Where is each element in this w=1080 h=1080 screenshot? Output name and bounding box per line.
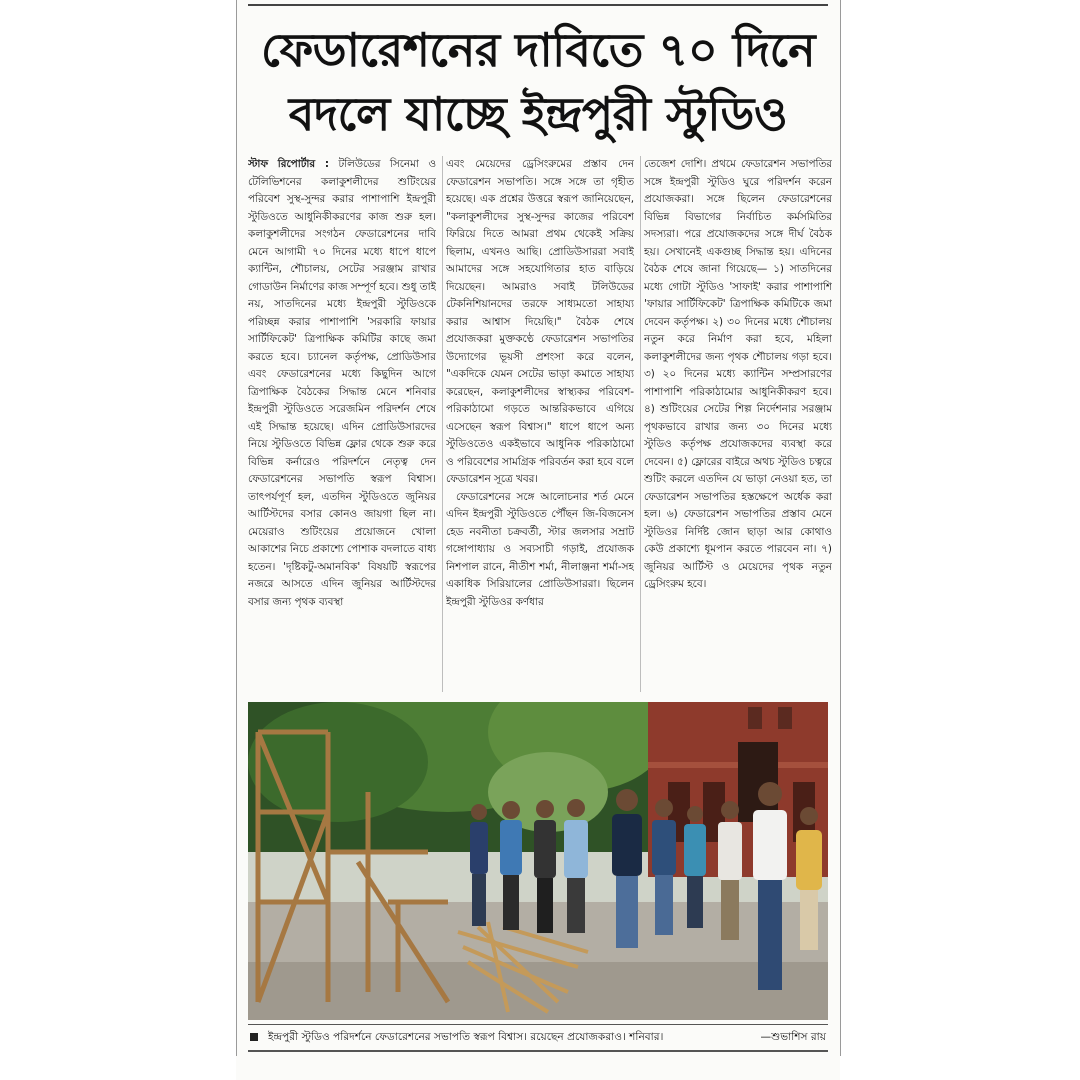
headline-line-2: বদলে যাচ্ছে ইন্দ্রপুরী স্টুডিও xyxy=(288,87,788,141)
square-bullet-icon xyxy=(250,1033,258,1041)
top-rule xyxy=(248,4,828,6)
column-divider xyxy=(640,156,641,692)
photo-credit: —শুভাশিস রায় xyxy=(760,1031,826,1043)
article-column-2 xyxy=(446,156,634,694)
headline xyxy=(246,18,830,146)
column-2-text-a: এবং মেয়েদের ড্রেসিংরুমের প্রস্তাব দেন ফেডারেশন সভাপতি। সঙ্গে সঙ্গে তা গৃহীত হয়েছে। এক প্রশ্নের উত্তরে স্বরূপ জানিয়েছেন, "কলাকুশলীদের সুস্থ-সুন্দর কাজের পরিবেশ ফিরিয়ে দিতে আমরা প্রথম থেকেই সক্রিয় ছিলাম, এখনও আছি। প্রোডিউসাররা সবাই আমাদের সঙ্গে সহযোগিতার হাত বাড়িয়ে দিয়েছেন। আমরাও সবাই টলিউডের টেকনিশিয়ানদের তরফে সাধ্যমতো সাহায্য করার আশ্বাস দিয়েছি।" বৈঠক শেষে প্রযোজকরা মুক্তকণ্ঠে ফেডারেশন সভাপতির উদ্যোগের ভূয়সী প্রশংসা করে বলেন, "একদিকে যেমন সেটের ভাড়া কমাতে সাহায্য করেছেন, কলাকুশলীদের স্বাস্থ্যকর পরিবেশ-পরিকাঠামো গড়তে আন্তরিকভাবে এগিয়ে এসেছেন স্বরূপ বিশ্বাস।" ধাপে ধাপে অন্য স্টুডিওতেও একইভাবে আধুনিক পরিকাঠামো ও পরিবেশের সামগ্রিক পরিবর্তন করা হবে বলে ফেডারেশন সূত্রে খবর। xyxy=(446,158,634,485)
article-column-1 xyxy=(248,156,436,694)
article-column-3 xyxy=(644,156,832,694)
photo-caption xyxy=(248,1026,828,1048)
page-left-border xyxy=(236,0,237,1056)
caption-top-rule xyxy=(248,1024,828,1025)
byline: স্টাফ রিপোর্টার : xyxy=(248,158,330,170)
column-divider xyxy=(442,156,443,692)
caption-text: ইন্দ্রপুরী স্টুডিও পরিদর্শনে ফেডারেশনের সভাপতি স্বরূপ বিশ্বাস। রয়েছেন প্রযোজকরাও। শনিবার। xyxy=(268,1031,664,1043)
page-right-border xyxy=(840,0,841,1056)
column-2-text-b: ফেডারেশনের সঙ্গে আলোচনার শর্ত মেনে এদিন ইন্দ্রপুরী স্টুডিওতে পৌঁছন জি-বিজনেস হেড নবনীতা চক্রবর্তী, স্টার জলসার সম্রাট গঙ্গোপাধ্যায় ও সব্যসাচী গড়াই, প্রযোজক নিশপাল রানে, নীতীশ শর্মা, নীলাঞ্জনা শর্মা-সহ একাধিক সিরিয়ালের প্রোডিউসাররা। ছিলেন ইন্দ্রপুরী স্টুডিওর কর্ণধার xyxy=(446,490,634,608)
news-photo xyxy=(248,702,828,1020)
column-3-text: তেজেশ দোশি। প্রথমে ফেডারেশন সভাপতির সঙ্গে ইন্দ্রপুরী স্টুডিও ঘুরে পরিদর্শন করেন প্রযোজকরা। সঙ্গে ছিলেন ফেডারেশনের বিভিন্ন বিভাগের নির্বাচিত কর্মসমিতির সদস্যরা। পরে প্রযোজকদের সঙ্গে দীর্ঘ বৈঠক হয়। সেখানেই একগুচ্ছ সিদ্ধান্ত হয়। এদিনের বৈঠক শেষে জানা গিয়েছে— ১) সাতদিনের মধ্যে গোটা স্টুডিও 'সাফাই' করার পাশাপাশি 'ফায়ার সার্টিফিকেট' ত্রিপাক্ষিক কমিটিকে জমা দেবেন কর্তৃপক্ষ। ২) ৩০ দিনের মধ্যে শৌচালয় নতুন করে নির্মাণ করা হবে, মহিলা কলাকুশলীদের জন্য পৃথক শৌচালয় গড়া হবে। ৩) ২০ দিনের মধ্যে ক্যান্টিন সম্প্রসারণের পাশাপাশি পরিকাঠামোর আধুনিকীকরণ হবে। ৪) শুটিংয়ের সেটের শিল্প নির্দেশনার সরঞ্জাম পৃথকভাবে রাখার জন্য ৩০ দিনের মধ্যে স্টুডিও কর্তৃপক্ষ প্রযোজকদের ব্যবস্থা করে দেবেন। ৫) ফ্লোরের বাইরে অথচ স্টুডিও চত্বরে শুটিং করলে এতদিন যে ভাড়া নেওয়া হত, তা ফেডারেশন সভাপতির হস্তক্ষেপে অর্ধেক করা হল। ৬) ফেডারেশন সভাপতির প্রস্তাব মেনে স্টুডিওর নির্দিষ্ট জোন ছাড়া আর কোথাও কেউ প্রকাশ্যে ধূমপান করতে পারবেন না। ৭) জুনিয়র আর্টিস্ট ও মেয়েদের পৃথক নতুন ড্রেসিংরুম হবে। xyxy=(644,158,832,590)
headline-line-1: ফেডারেশনের দাবিতে ৭০ দিনে xyxy=(260,23,816,77)
caption-bottom-rule xyxy=(248,1050,828,1052)
column-1-text: টলিউডের সিনেমা ও টেলিভিশনের কলাকুশলীদের শুটিংয়ের পরিবেশ সুস্থ-সুন্দর করার পাশাপাশি ইন্দ্রপুরী স্টুডিওতে আধুনিকীকরণের কাজ শুরু হল। কলাকুশলীদের সংগঠন ফেডারেশনের দাবি মেনে আগামী ৭০ দিনের মধ্যে ধাপে ধাপে ক্যান্টিন, শৌচালয়, সেটের সরঞ্জাম রাখার গোডাউন নির্মাণের কাজ সম্পূর্ণ হবে। শুধু তাই নয়, সাতদিনের মধ্যে ইন্দ্রপুরী স্টুডিওকে পরিচ্ছন্ন করার পাশাপাশি 'সরকারি ফায়ার সার্টিফিকেট' ত্রিপাক্ষিক কমিটির কাছে জমা করতে হবে। চ্যানেল কর্তৃপক্ষ, প্রোডিউসার এবং ফেডারেশনের মধ্যে কিছুদিন আগে ত্রিপাক্ষিক বৈঠকের সিদ্ধান্ত মেনে শনিবার ইন্দ্রপুরী স্টুডিওতে সরেজমিন পরিদর্শন শেষে এই সিদ্ধান্ত হয়েছে। এদিন প্রোডিউসারদের নিয়ে স্টুডিওতে বিভিন্ন ফ্লোর থেকে শুরু করে বিভিন্ন কর্নারেও পরিদর্শনে নেতৃত্ব দেন ফেডারেশনের সভাপতি স্বরূপ বিশ্বাস। তাৎপর্যপূর্ণ হল, এতদিন স্টুডিওতে জুনিয়র আর্টিস্টদের বসার কোনও জায়গা ছিল না। মেয়েরাও শুটিংয়ের প্রয়োজনে খোলা আকাশের নিচে প্রকাশ্যে পোশাক বদলাতে বাধ্য হতেন। 'দৃষ্টিকটু-অমানবিক' বিষয়টি স্বরূপের নজরে আসতে এদিন জুনিয়র আর্টিস্টদের বসার জন্য পৃথক ব্যবস্থা xyxy=(248,158,436,608)
